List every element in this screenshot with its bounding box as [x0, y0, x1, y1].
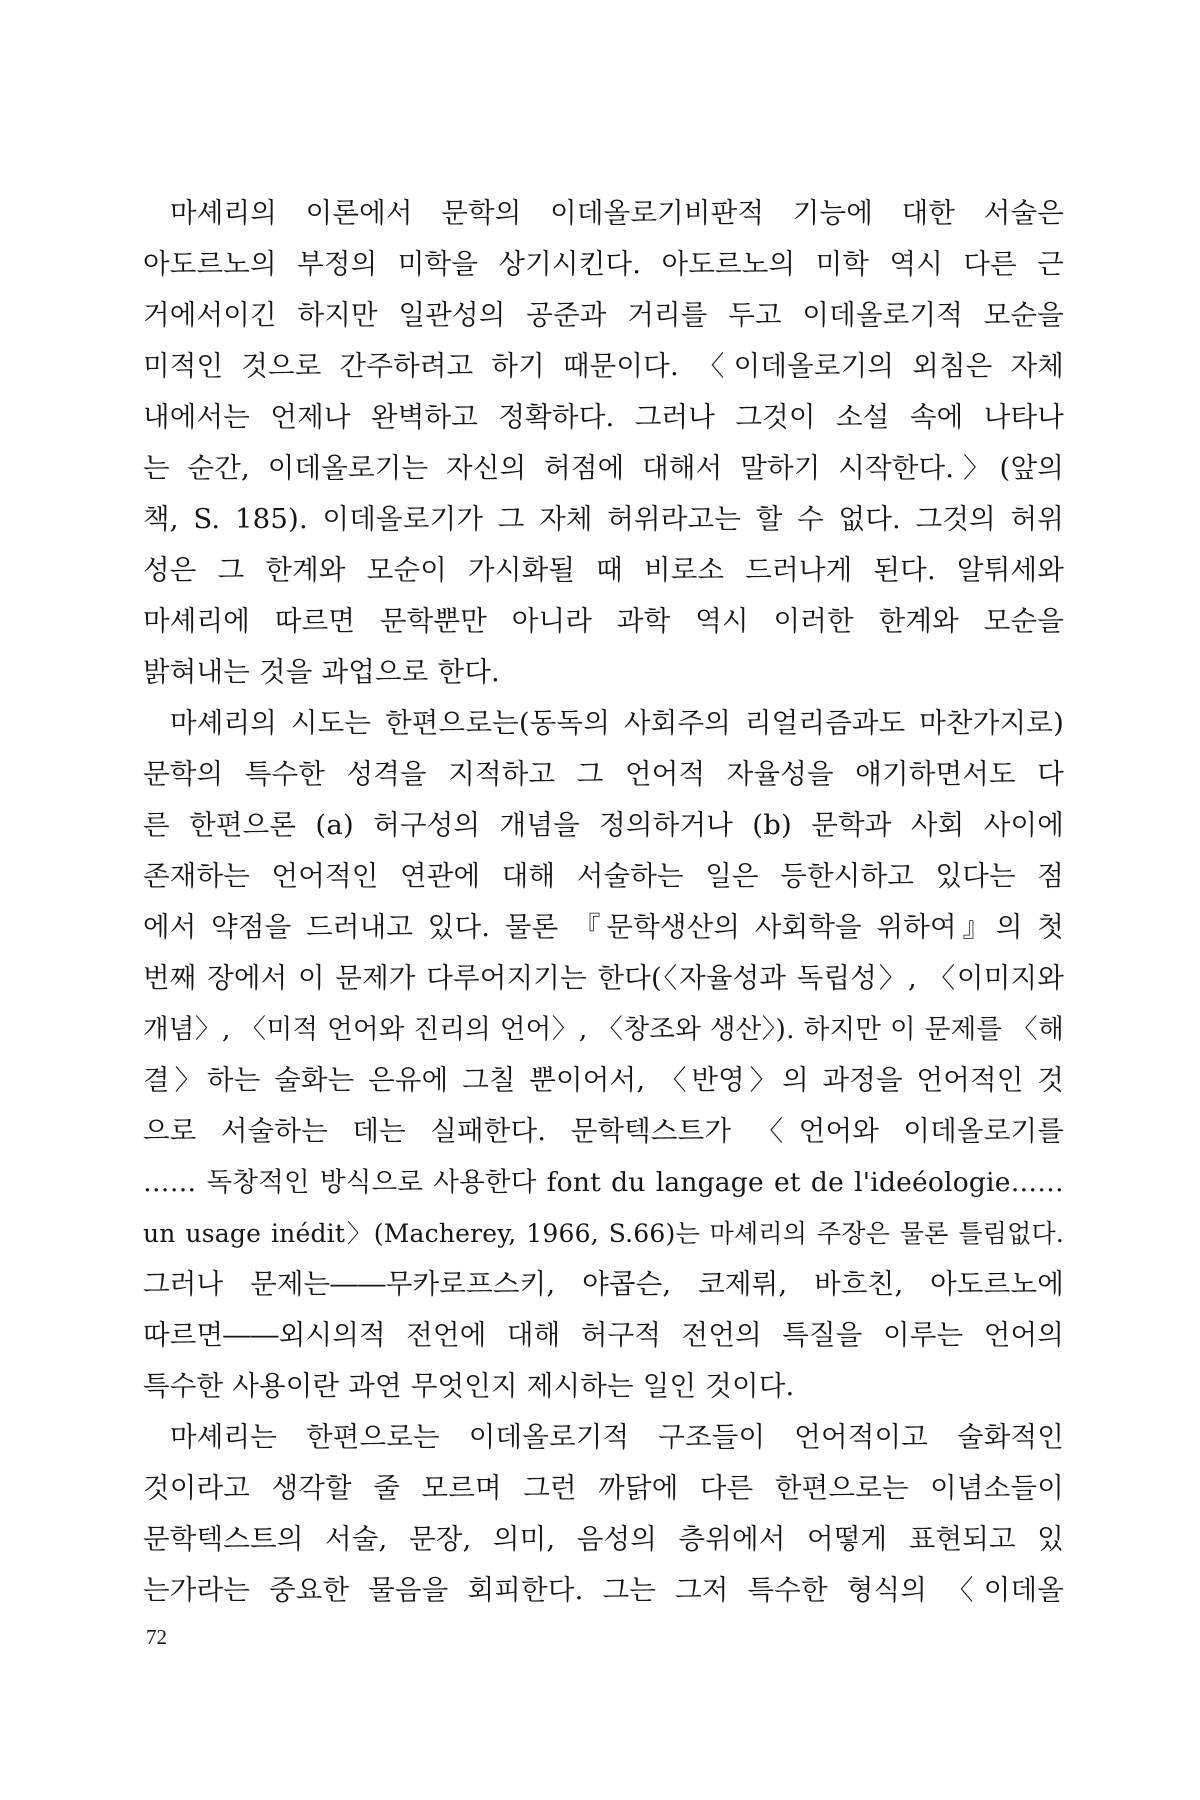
text-line: un usage inédit〉(Macherey, 1966, S.66)는 마셰리의 주장은 물론 틀림없다.: [143, 1219, 1064, 1248]
text-line: 마셰리는 한편으로는 이데올로기적 구조들이 언어적이고 술화적인: [170, 1421, 1064, 1453]
text-line: 아도르노의 부정의 미학을 상기시킨다. 아도르노의 미학 역시 다른 근: [143, 248, 1064, 280]
text-line: 으로 서술하는 데는 실패한다. 문학텍스트가 〈언어와 이데올로기를: [143, 1115, 1064, 1147]
paragraph-1: [143, 188, 1064, 698]
text-line: 는 순간, 이데올로기는 자신의 허점에 대해서 말하기 시작한다.〉(앞의: [143, 452, 1064, 484]
paragraph-2: [143, 698, 1064, 1412]
text-line: 특수한 사용이란 과연 무엇인지 제시하는 일인 것이다.: [143, 1370, 795, 1402]
text-line: 그러나 문제는――무카로프스키, 야콥슨, 코제뤼, 바흐친, 아도르노에: [143, 1268, 1064, 1300]
text-line: 내에서는 언제나 완벽하고 정확하다. 그러나 그것이 소설 속에 나타나: [143, 401, 1064, 433]
text-line: 성은 그 한계와 모순이 가시화될 때 비로소 드러나게 된다. 알튀세와: [143, 554, 1064, 586]
paragraph-3: [143, 1412, 1064, 1616]
text-line: 마셰리에 따르면 문학뿐만 아니라 과학 역시 이러한 한계와 모순을: [143, 605, 1064, 637]
text-line: 미적인 것으로 간주하려고 하기 때문이다. 〈이데올로기의 외침은 자체: [143, 350, 1064, 382]
text-line: 문학텍스트의 서술, 문장, 의미, 음성의 층위에서 어떻게 표현되고 있: [143, 1523, 1064, 1555]
text-line: 마셰리의 시도는 한편으로는(동독의 사회주의 리얼리즘과도 마찬가지로): [170, 707, 1064, 739]
text-line: …… 독창적인 방식으로 사용한다 font du langage et de l'ideéologie……: [143, 1167, 1064, 1198]
text-line: 거에서이긴 하지만 일관성의 공준과 거리를 두고 이데올로기적 모순을: [143, 299, 1064, 331]
page-number: 72: [146, 1625, 167, 1649]
text-line: 밝혀내는 것을 과업으로 한다.: [143, 656, 500, 688]
text-line: 따르면――외시의적 전언에 대해 허구적 전언의 특질을 이루는 언어의: [143, 1319, 1064, 1351]
text-line: 에서 약점을 드러내고 있다. 물론 『문학생산의 사회학을 위하여』의 첫: [143, 911, 1064, 943]
text-line: 마셰리의 이론에서 문학의 이데올로기비판적 기능에 대한 서술은: [170, 197, 1064, 229]
text-line: 것이라고 생각할 줄 모르며 그런 까닭에 다른 한편으로는 이념소들이: [143, 1472, 1064, 1504]
text-line: 른 한편으론 (a) 허구성의 개념을 정의하거나 (b) 문학과 사회 사이에: [143, 809, 1064, 841]
text-line: 책, S. 185). 이데올로기가 그 자체 허위라고는 할 수 없다. 그것의 허위: [143, 503, 1064, 535]
text-line: 번째 장에서 이 문제가 다루어지기는 한다(〈자율성과 독립성〉, 〈이미지와: [143, 962, 1064, 994]
text-line: 는가라는 중요한 물음을 회피한다. 그는 그저 특수한 형식의 〈이데올: [143, 1574, 1064, 1606]
text-line: 결〉하는 술화는 은유에 그칠 뿐이어서, 〈반영〉의 과정을 언어적인 것: [143, 1064, 1064, 1096]
body-text: [143, 188, 1064, 1616]
text-line: 개념〉, 〈미적 언어와 진리의 언어〉, 〈창조와 생산〉). 하지만 이 문제를 〈해: [143, 1014, 1064, 1045]
text-line: 존재하는 언어적인 연관에 대해 서술하는 일은 등한시하고 있다는 점: [143, 860, 1064, 892]
text-line: 문학의 특수한 성격을 지적하고 그 언어적 자율성을 얘기하면서도 다: [143, 758, 1064, 790]
